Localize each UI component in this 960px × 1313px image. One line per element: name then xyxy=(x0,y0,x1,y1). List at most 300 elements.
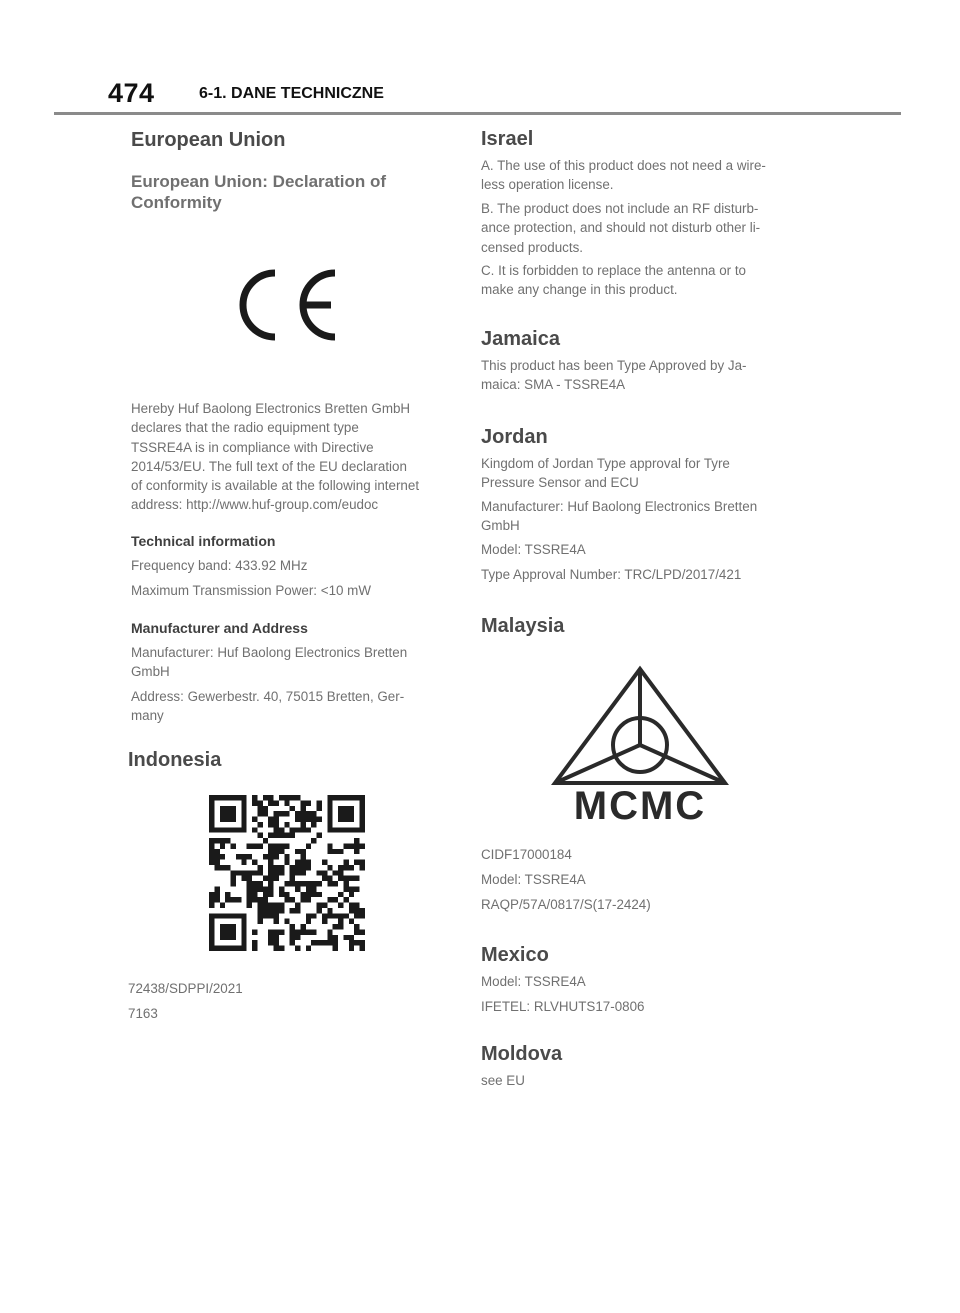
qr-module xyxy=(322,919,327,924)
qr-module xyxy=(343,827,348,832)
qr-module xyxy=(279,843,284,848)
qr-module xyxy=(241,935,246,940)
qr-module xyxy=(247,854,252,859)
qr-module xyxy=(295,946,300,951)
qr-module xyxy=(300,892,305,897)
qr-module xyxy=(268,849,273,854)
qr-module xyxy=(279,811,284,816)
qr-module xyxy=(236,854,241,859)
qr-module xyxy=(322,870,327,875)
qr-module xyxy=(349,886,354,891)
qr-module xyxy=(220,935,225,940)
qr-module xyxy=(284,881,289,886)
qr-module xyxy=(231,795,236,800)
qr-module xyxy=(327,827,332,832)
qr-module xyxy=(257,919,262,924)
qr-module xyxy=(349,940,354,945)
qr-module xyxy=(360,913,365,918)
qr-module xyxy=(349,908,354,913)
qr-module xyxy=(333,924,338,929)
qr-module xyxy=(220,946,225,951)
israel-line: less operation license. xyxy=(481,177,614,193)
qr-module xyxy=(268,881,273,886)
qr-module xyxy=(306,843,311,848)
qr-module xyxy=(241,822,246,827)
qr-module xyxy=(300,897,305,902)
qr-module xyxy=(220,838,225,843)
qr-module xyxy=(247,903,252,908)
qr-module xyxy=(263,854,268,859)
qr-module xyxy=(209,929,214,934)
qr-module xyxy=(252,897,257,902)
qr-module xyxy=(257,881,262,886)
qr-module xyxy=(306,800,311,805)
qr-module xyxy=(354,860,359,865)
qr-module xyxy=(327,849,332,854)
qr-module xyxy=(354,929,359,934)
qr-module xyxy=(268,833,273,838)
qr-module xyxy=(209,822,214,827)
qr-module xyxy=(225,913,230,918)
qr-module xyxy=(241,806,246,811)
qr-module xyxy=(349,892,354,897)
qr-module xyxy=(247,881,252,886)
qr-module xyxy=(231,946,236,951)
qr-module xyxy=(333,870,338,875)
section-title-indonesia: Indonesia xyxy=(128,749,222,771)
qr-module xyxy=(300,865,305,870)
qr-module xyxy=(236,913,241,918)
section-title-eu: European Union xyxy=(131,129,286,151)
address-line: many xyxy=(131,708,164,724)
qr-module xyxy=(327,865,332,870)
qr-module xyxy=(241,870,246,875)
qr-module xyxy=(279,908,284,913)
qr-module xyxy=(349,946,354,951)
qr-module xyxy=(279,795,284,800)
qr-module xyxy=(311,822,316,827)
qr-module xyxy=(231,806,236,811)
qr-module xyxy=(214,886,219,891)
qr-module xyxy=(306,892,311,897)
qr-module xyxy=(241,924,246,929)
mexico-model: Model: TSSRE4A xyxy=(481,974,586,989)
qr-module xyxy=(209,946,214,951)
qr-module xyxy=(247,876,252,881)
qr-module xyxy=(300,860,305,865)
qr-module xyxy=(343,897,348,902)
qr-module xyxy=(241,929,246,934)
qr-module xyxy=(220,811,225,816)
qr-module xyxy=(268,886,273,891)
eu-body-line: TSSRE4A is in compliance with Directive xyxy=(131,439,374,455)
qr-module xyxy=(317,800,322,805)
qr-module xyxy=(214,854,219,859)
qr-module xyxy=(317,806,322,811)
qr-module xyxy=(247,843,252,848)
qr-module xyxy=(220,913,225,918)
qr-module xyxy=(214,795,219,800)
qr-module xyxy=(257,800,262,805)
qr-module xyxy=(209,935,214,940)
qr-module xyxy=(306,811,311,816)
qr-module xyxy=(354,849,359,854)
qr-module xyxy=(317,892,322,897)
qr-module xyxy=(209,843,214,848)
section-title-israel: Israel xyxy=(481,128,534,150)
qr-module xyxy=(354,843,359,848)
qr-module xyxy=(354,886,359,891)
qr-module xyxy=(252,827,257,832)
qr-module xyxy=(241,795,246,800)
qr-module xyxy=(295,860,300,865)
qr-module xyxy=(241,860,246,865)
indonesia-cert-number: 72438/SDPPI/2021 xyxy=(128,981,243,996)
qr-module xyxy=(231,827,236,832)
qr-module xyxy=(241,876,246,881)
qr-module xyxy=(241,800,246,805)
qr-module xyxy=(274,843,279,848)
qr-module xyxy=(241,811,246,816)
qr-module xyxy=(338,849,343,854)
qr-module xyxy=(257,806,262,811)
qr-module xyxy=(295,849,300,854)
qr-module xyxy=(252,929,257,934)
qr-module xyxy=(360,817,365,822)
qr-module xyxy=(311,838,316,843)
qr-module xyxy=(252,940,257,945)
frequency-band: Frequency band: 433.92 MHz xyxy=(131,558,308,573)
qr-module xyxy=(209,838,214,843)
qr-module xyxy=(295,870,300,875)
qr-module xyxy=(300,827,305,832)
qr-module xyxy=(295,865,300,870)
qr-module xyxy=(279,833,284,838)
qr-module xyxy=(349,817,354,822)
qr-module xyxy=(263,886,268,891)
manufacturer-line: Manufacturer: Huf Baolong Electronics Bretten xyxy=(131,645,408,660)
qr-module xyxy=(268,822,273,827)
qr-module xyxy=(290,865,295,870)
qr-module xyxy=(279,946,284,951)
qr-module xyxy=(360,908,365,913)
qr-module xyxy=(274,876,279,881)
jordan-line: Manufacturer: Huf Baolong Electronics Bretten xyxy=(481,499,758,514)
qr-module xyxy=(360,800,365,805)
qr-module xyxy=(268,935,273,940)
qr-module xyxy=(231,876,236,881)
qr-module xyxy=(327,913,332,918)
qr-module xyxy=(252,892,257,897)
malaysia-raqp: RAQP/57A/0817/S(17-2424) xyxy=(481,897,651,912)
qr-module xyxy=(279,892,284,897)
qr-module xyxy=(311,929,316,934)
qr-module xyxy=(306,817,311,822)
qr-module xyxy=(241,854,246,859)
qr-module xyxy=(225,811,230,816)
qr-module xyxy=(257,903,262,908)
chapter-title: 6-1. DANE TECHNICZNE xyxy=(199,85,384,102)
qr-module xyxy=(311,811,316,816)
qr-module xyxy=(268,860,273,865)
qr-module xyxy=(300,806,305,811)
qr-module xyxy=(327,881,332,886)
qr-module xyxy=(220,806,225,811)
qr-module xyxy=(225,795,230,800)
ce-mark-icon xyxy=(231,265,341,345)
qr-module xyxy=(317,908,322,913)
qr-module xyxy=(360,806,365,811)
jamaica-line: maica: SMA - TSSRE4A xyxy=(481,377,626,393)
qr-module xyxy=(290,935,295,940)
qr-module xyxy=(268,876,273,881)
qr-module xyxy=(220,795,225,800)
qr-module xyxy=(295,935,300,940)
israel-clause-b xyxy=(481,199,811,257)
qr-module xyxy=(284,860,289,865)
qr-module xyxy=(252,946,257,951)
qr-module xyxy=(263,903,268,908)
qr-module xyxy=(214,865,219,870)
section-title-manufacturer: Manufacturer and Address xyxy=(131,620,308,636)
qr-module xyxy=(295,881,300,886)
jordan-line: Pressure Sensor and ECU xyxy=(481,475,639,491)
qr-module xyxy=(236,795,241,800)
mcmc-logo-icon xyxy=(547,663,733,823)
qr-module xyxy=(236,946,241,951)
qr-module xyxy=(257,870,262,875)
qr-module xyxy=(290,795,295,800)
jordan-manufacturer-text xyxy=(481,497,811,536)
qr-module xyxy=(295,908,300,913)
qr-module xyxy=(257,843,262,848)
qr-module xyxy=(327,929,332,934)
eu-body-line: declares that the radio equipment type xyxy=(131,420,359,436)
qr-module xyxy=(209,919,214,924)
qr-module xyxy=(360,843,365,848)
qr-module xyxy=(311,913,316,918)
qr-module xyxy=(220,827,225,832)
qr-module xyxy=(343,795,348,800)
qr-module xyxy=(284,892,289,897)
qr-module xyxy=(333,913,338,918)
qr-module xyxy=(343,806,348,811)
qr-module xyxy=(338,806,343,811)
qr-module xyxy=(333,946,338,951)
qr-module xyxy=(231,870,236,875)
qr-module xyxy=(322,903,327,908)
qr-module xyxy=(327,843,332,848)
eu-declaration-text xyxy=(131,399,461,515)
qr-module xyxy=(231,935,236,940)
qr-module xyxy=(338,811,343,816)
qr-module xyxy=(274,919,279,924)
qr-code-icon xyxy=(209,795,365,951)
qr-module xyxy=(274,865,279,870)
eu-body-line: Hereby Huf Baolong Electronics Bretten GmbH xyxy=(131,401,411,416)
section-title-mexico: Mexico xyxy=(481,944,549,966)
qr-module xyxy=(295,827,300,832)
qr-module xyxy=(354,913,359,918)
qr-module xyxy=(268,908,273,913)
qr-module xyxy=(263,795,268,800)
address-line: Address: Gewerbestr. 40, 75015 Bretten, Ger- xyxy=(131,689,405,704)
qr-module xyxy=(274,811,279,816)
qr-module xyxy=(236,870,241,875)
qr-module xyxy=(274,849,279,854)
qr-module xyxy=(268,929,273,934)
qr-module xyxy=(338,892,343,897)
qr-module xyxy=(306,881,311,886)
qr-module xyxy=(338,827,343,832)
qr-module xyxy=(279,849,284,854)
qr-module xyxy=(327,795,332,800)
qr-module xyxy=(209,892,214,897)
qr-module xyxy=(360,822,365,827)
qr-module xyxy=(252,860,257,865)
qr-module xyxy=(252,870,257,875)
qr-module xyxy=(295,929,300,934)
qr-module xyxy=(268,817,273,822)
section-title-malaysia: Malaysia xyxy=(481,615,565,637)
qr-module xyxy=(290,897,295,902)
qr-module xyxy=(214,849,219,854)
qr-module xyxy=(360,811,365,816)
qr-module xyxy=(343,876,348,881)
qr-module xyxy=(327,811,332,816)
qr-module xyxy=(268,854,273,859)
qr-module xyxy=(300,817,305,822)
qr-module xyxy=(300,929,305,934)
qr-module xyxy=(220,817,225,822)
qr-module xyxy=(327,876,332,881)
qr-module xyxy=(349,795,354,800)
israel-line: B. The product does not include an RF disturb- xyxy=(481,201,759,216)
qr-module xyxy=(225,827,230,832)
qr-module xyxy=(322,860,327,865)
section-title-technical-info: Technical information xyxy=(131,533,276,549)
qr-module xyxy=(311,886,316,891)
qr-module xyxy=(354,908,359,913)
qr-module xyxy=(231,843,236,848)
qr-module xyxy=(225,946,230,951)
qr-module xyxy=(354,838,359,843)
qr-module xyxy=(290,833,295,838)
qr-module xyxy=(354,903,359,908)
qr-module xyxy=(214,913,219,918)
qr-module xyxy=(247,892,252,897)
qr-module xyxy=(349,876,354,881)
qr-module xyxy=(290,876,295,881)
qr-module xyxy=(306,919,311,924)
header-divider xyxy=(54,112,901,115)
qr-module xyxy=(263,838,268,843)
qr-module xyxy=(333,795,338,800)
qr-module xyxy=(279,870,284,875)
qr-module xyxy=(231,817,236,822)
qr-module xyxy=(214,827,219,832)
qr-module xyxy=(263,908,268,913)
qr-module xyxy=(209,940,214,945)
eu-body-line: 2014/53/EU. The full text of the EU declaration xyxy=(131,458,407,474)
qr-module xyxy=(284,795,289,800)
qr-module xyxy=(338,924,343,929)
qr-module xyxy=(225,897,230,902)
qr-module xyxy=(274,854,279,859)
qr-module xyxy=(343,811,348,816)
qr-module xyxy=(306,865,311,870)
qr-module xyxy=(354,795,359,800)
qr-module xyxy=(263,913,268,918)
jordan-line: Kingdom of Jordan Type approval for Tyre xyxy=(481,456,730,471)
qr-module xyxy=(220,843,225,848)
qr-module xyxy=(209,849,214,854)
qr-module xyxy=(209,924,214,929)
qr-module xyxy=(214,860,219,865)
qr-module xyxy=(306,897,311,902)
qr-module xyxy=(290,929,295,934)
qr-module xyxy=(306,827,311,832)
qr-module xyxy=(343,843,348,848)
qr-module xyxy=(354,827,359,832)
israel-line: A. The use of this product does not need a wire- xyxy=(481,158,766,173)
mcmc-logo-text: MCMC xyxy=(573,784,707,823)
qr-module xyxy=(284,800,289,805)
qr-module xyxy=(241,817,246,822)
qr-module xyxy=(241,919,246,924)
qr-module xyxy=(225,865,230,870)
qr-module xyxy=(225,929,230,934)
section-title-jordan: Jordan xyxy=(481,426,548,448)
mexico-ifetel: IFETEL: RLVHUTS17-0806 xyxy=(481,999,645,1014)
qr-module xyxy=(343,817,348,822)
jordan-model: Model: TSSRE4A xyxy=(481,542,586,557)
qr-module xyxy=(231,913,236,918)
qr-module xyxy=(274,827,279,832)
israel-line: censed products. xyxy=(481,239,583,255)
qr-module xyxy=(225,817,230,822)
qr-module xyxy=(274,870,279,875)
page-number: 474 xyxy=(108,78,155,108)
qr-module xyxy=(284,897,289,902)
qr-module xyxy=(241,940,246,945)
qr-module xyxy=(354,940,359,945)
qr-module xyxy=(274,903,279,908)
qr-module xyxy=(338,870,343,875)
eu-body-line: address: http://www.huf-group.com/eudoc xyxy=(131,497,379,513)
qr-module xyxy=(338,913,343,918)
qr-module xyxy=(349,919,354,924)
qr-module xyxy=(333,935,338,940)
israel-clause-c xyxy=(481,261,811,300)
qr-module xyxy=(231,924,236,929)
qr-module xyxy=(257,822,262,827)
qr-module xyxy=(290,806,295,811)
qr-module xyxy=(306,913,311,918)
qr-module xyxy=(284,833,289,838)
qr-module xyxy=(268,865,273,870)
qr-module xyxy=(300,800,305,805)
qr-module xyxy=(327,935,332,940)
qr-module xyxy=(343,913,348,918)
qr-module xyxy=(274,822,279,827)
qr-module xyxy=(263,876,268,881)
jordan-approval-text xyxy=(481,454,811,493)
qr-module xyxy=(241,913,246,918)
qr-module xyxy=(268,795,273,800)
section-subtitle-eu-declaration: European Union: Declaration of Conformity xyxy=(131,172,387,212)
qr-module xyxy=(231,811,236,816)
